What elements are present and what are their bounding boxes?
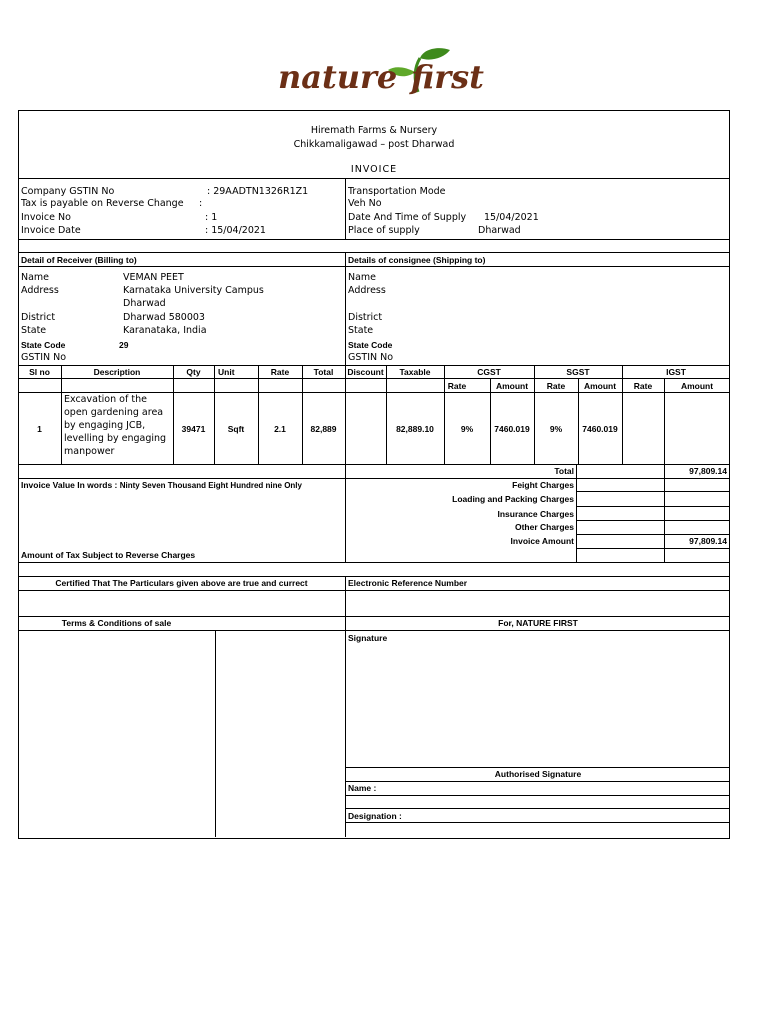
item-desc-line: by engaging JCB, <box>64 420 146 431</box>
receiver-district-value: Dharwad 580003 <box>123 312 205 323</box>
col-taxable: Taxable <box>399 367 431 377</box>
words-label <box>21 479 302 492</box>
consignee-state-label: State <box>348 325 374 336</box>
sign-designation-label: Designation : <box>348 811 402 821</box>
terms-heading: Terms & Conditions of sale <box>61 618 172 628</box>
col-cgst-rate: Rate <box>447 381 467 391</box>
receiver-state-label: State <box>21 325 47 336</box>
supply-date-label: Date And Time of Supply <box>348 212 467 223</box>
signature-label: Signature <box>348 633 388 643</box>
consignee-address-label: Address <box>348 285 386 296</box>
receiver-district-label: District <box>21 312 56 323</box>
invoice-amount-value: 97,809.14 <box>689 536 727 546</box>
col-igst: IGST <box>666 367 686 377</box>
company-name: Hiremath Farms & Nursery <box>310 125 438 136</box>
invoice-no-value: : 1 <box>205 212 218 223</box>
item-desc-line: open gardening area <box>64 407 164 418</box>
for-company-label: For, NATURE FIRST <box>498 618 578 628</box>
col-unit: Unit <box>218 367 235 377</box>
authorised-signature-label: Authorised Signature <box>494 769 582 779</box>
place-label: Place of supply <box>348 225 420 236</box>
invoice-date-label: Invoice Date <box>21 225 81 236</box>
receiver-state-code-label: State Code <box>21 340 66 350</box>
item-desc-line: manpower <box>64 446 115 457</box>
receiver-address-label: Address <box>21 285 59 296</box>
place-value: Dharwad <box>478 225 521 236</box>
item-cgst-amount: 7460.019 <box>494 424 530 434</box>
sign-name-label: Name : <box>348 783 377 793</box>
supply-date-value: 15/04/2021 <box>484 212 539 223</box>
invoice-no-label: Invoice No <box>21 212 71 223</box>
col-sgst-amount: Amount <box>583 381 617 391</box>
consignee-state-code-label: State Code <box>348 340 393 350</box>
col-discount: Discount <box>347 367 384 377</box>
col-igst-amount: Amount <box>680 381 714 391</box>
gstin-label: Company GSTIN No <box>21 186 115 197</box>
document-title: INVOICE <box>350 164 398 175</box>
col-total: Total <box>313 367 334 377</box>
receiver-gstin-label: GSTIN No <box>21 352 67 363</box>
certified-text: Certified That The Particulars given above are true and currect <box>55 578 308 588</box>
item-total: 82,889 <box>310 424 337 434</box>
item-rate: 2.1 <box>274 424 286 434</box>
col-sgst: SGST <box>566 367 590 377</box>
words-label-text: Invoice Value In words : <box>21 480 120 490</box>
logo-word-first: first <box>411 58 484 96</box>
item-sgst-amount: 7460.019 <box>582 424 618 434</box>
receiver-state-code-value: 29 <box>119 340 129 350</box>
logo-word-nature: nature <box>278 58 398 96</box>
item-sgst-rate: 9% <box>549 424 563 434</box>
consignee-district-label: District <box>348 312 383 323</box>
item-unit: Sqft <box>227 424 245 434</box>
receiver-name-label: Name <box>21 272 50 283</box>
insurance-label: Insurance Charges <box>497 509 574 519</box>
col-sl: Sl no <box>29 367 50 377</box>
item-cgst-rate: 9% <box>460 424 474 434</box>
item-desc-line: Excavation of the <box>64 394 147 405</box>
words-value: Ninty Seven Thousand Eight Hundred nine Only <box>119 481 302 490</box>
reverse-value: : <box>199 198 203 209</box>
loading-label: Loading and Packing Charges <box>452 494 574 504</box>
consignee-heading: Details of consignee (Shipping to) <box>348 255 486 265</box>
col-igst-rate: Rate <box>633 381 653 391</box>
transport-label: Transportation Mode <box>348 186 446 197</box>
veh-label: Veh No <box>348 198 382 209</box>
company-logo <box>278 44 493 104</box>
receiver-heading: Detail of Receiver (Billing to) <box>21 255 137 265</box>
col-cgst: CGST <box>477 367 501 377</box>
col-rate: Rate <box>270 367 290 377</box>
item-sl: 1 <box>37 424 42 434</box>
item-qty: 39471 <box>181 424 206 434</box>
col-qty: Qty <box>186 367 201 377</box>
invoice-amount-label: Invoice Amount <box>510 536 574 546</box>
consignee-gstin-label: GSTIN No <box>348 352 394 363</box>
receiver-address-line1: Karnataka University Campus <box>123 285 264 296</box>
total-label: Total <box>554 466 574 476</box>
col-description: Description <box>93 367 141 377</box>
invoice-date-value: : 15/04/2021 <box>205 225 266 236</box>
other-charges-label: Other Charges <box>514 522 574 532</box>
reverse-label: Tax is payable on Reverse Change <box>21 198 184 209</box>
reverse-charges-label: Amount of Tax Subject to Reverse Charges <box>21 550 196 560</box>
company-address: Chikkamaligawad – post Dharwad <box>293 139 455 150</box>
gstin-value: : 29AADTN1326R1Z1 <box>207 186 309 197</box>
col-sgst-rate: Rate <box>546 381 566 391</box>
freight-label: Feight Charges <box>512 480 574 490</box>
col-cgst-amount: Amount <box>495 381 529 391</box>
electronic-reference-label: Electronic Reference Number <box>348 578 468 588</box>
total-value: 97,809.14 <box>689 466 727 476</box>
item-desc-line: levelling by engaging <box>64 433 167 444</box>
receiver-address-line2: Dharwad <box>123 298 166 309</box>
receiver-name-value: VEMAN PEET <box>123 272 184 283</box>
item-taxable: 82,889.10 <box>396 424 434 434</box>
consignee-name-label: Name <box>348 272 377 283</box>
receiver-state-value: Karanataka, India <box>123 325 207 336</box>
